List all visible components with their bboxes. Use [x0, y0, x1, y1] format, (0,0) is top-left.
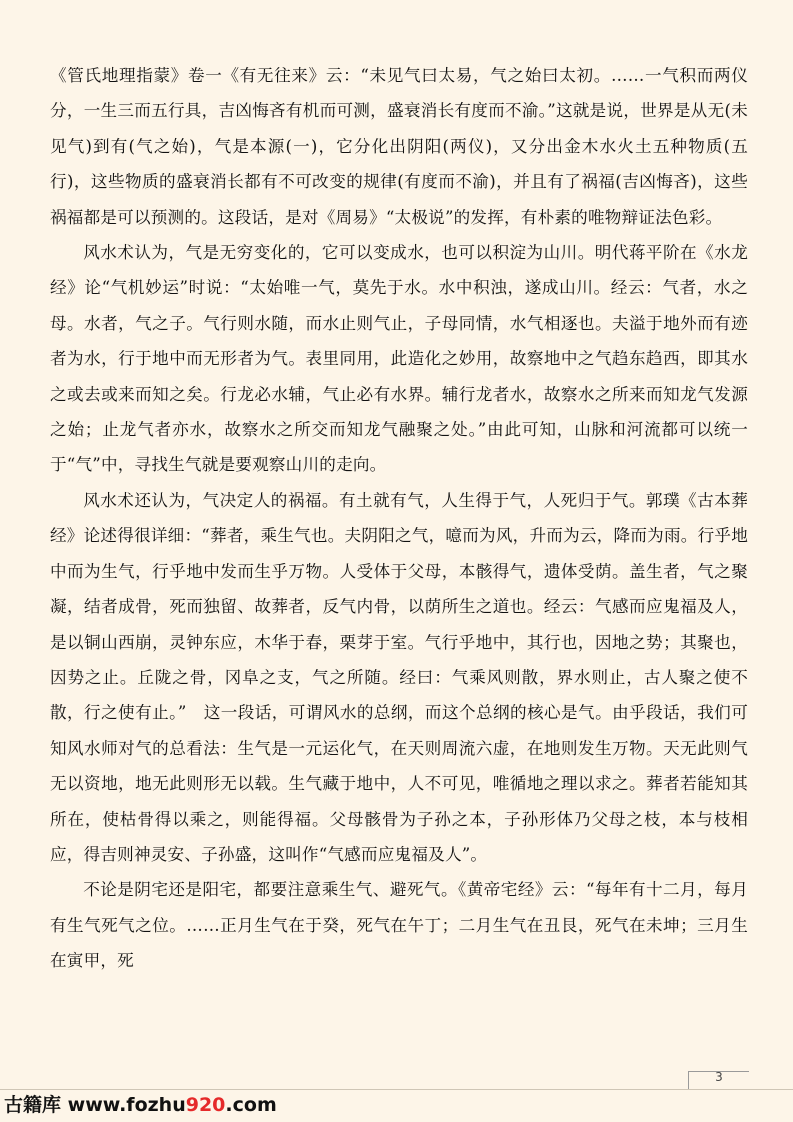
paragraph-1: 《管氏地理指蒙》卷一《有无往来》云：“未见气曰太易，气之始曰太初。……一气积而两仪分，一生三而五行具，吉凶悔吝有机而可测，盛衰消长有度而不渝。”这就是说，世界是从无(未见气)到有(气之始)，气是本源(一)，它分化出阴阳(两仪)，又分出金木水火土五种物质(五行)，这些物质的盛衰消长都有不可改变的规律(有度而不渝)，并且有了祸福(吉凶悔吝)，这些祸福都是可以预测的。这段话，是对《周易》“太极说”的发挥，有朴素的唯物辩证法色彩。	[50, 66, 748, 227]
document-body	[50, 58, 748, 979]
watermark-url-suffix: .com	[225, 1094, 277, 1116]
paragraph-3: 风水术还认为，气决定人的祸福。有土就有气，人生得于气，人死归于气。郭璞《古本葬经》论述得很详细：“葬者，乘生气也。夫阴阳之气，噫而为风，升而为云，降而为雨。行乎地中而为生气，行乎地中发而生乎万物。人受体于父母，本骸得气，遗体受荫。盖生者，气之聚凝，结者成骨，死而独留、故葬者，反气内骨，以荫所生之道也。经云：气感而应鬼福及人，是以铜山西崩，灵钟东应，木华于春，栗芽于室。气行乎地中，其行也，因地之势；其聚也，因势之止。丘陇之骨，冈阜之支，气之所随。经曰：气乘风则散，界水则止，古人聚之使不散，行之使有止。” 这一段话，可谓风水的总纲，而这个总纲的核心是气。由乎段话，我们可知风水师对气的总看法：生气是一元运化气，在天则周流六虚，在地则发生万物。天无此则气无以资地，地无此则形无以载。生气藏于地中，人不可见，唯循地之理以求之。葬者若能知其所在，使枯骨得以乘之，则能得福。父母骸骨为子孙之本，子孙形体乃父母之枝，本与枝相应，得吉则神灵安、子孙盛，这叫作“气感而应鬼福及人”。	[50, 490, 748, 864]
paragraph-2: 风水术认为，气是无穷变化的，它可以变成水，也可以积淀为山川。明代蒋平阶在《水龙经》论“气机妙运”时说：“太始唯一气，莫先于水。水中积浊，遂成山川。经云：气者，水之母。水者，气之子。气行则水随，而水止则气止，子母同情，水气相逐也。夫溢于地外而有迹者为水，行于地中而无形者为气。表里同用，此造化之妙用，故察地中之气趋东趋西，即其水之或去或来而知之矣。行龙必水辅，气止必有水界。辅行龙者水，故察水之所来而知龙气发源之始；止龙气者亦水，故察水之所交而知龙气融聚之处。”由此可知，山脉和河流都可以统一于“气”中，寻找生气就是要观察山川的走向。	[50, 243, 748, 475]
watermark-site-name: 古籍库	[4, 1094, 62, 1116]
watermark-url-number: 920	[185, 1094, 226, 1116]
paragraph-4: 不论是阴宅还是阳宅，都要注意乘生气、避死气。《黄帝宅经》云：“每年有十二月，每月有生气死气之位。……正月生气在于癸，死气在午丁；二月生气在丑艮，死气在未坤；三月生在寅甲，死	[50, 880, 748, 971]
site-watermark	[4, 1090, 277, 1120]
watermark-url-prefix: www.fozhu	[67, 1094, 186, 1116]
page-number: 3	[715, 1070, 723, 1084]
